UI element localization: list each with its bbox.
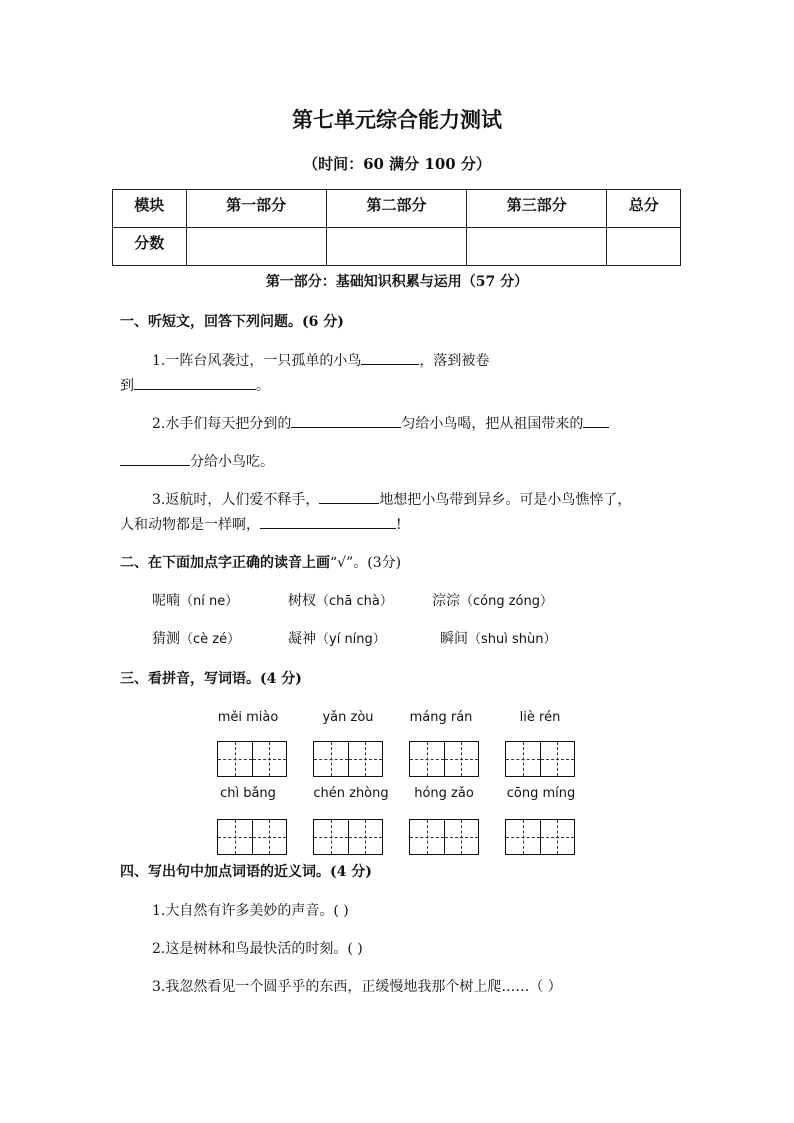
answer-blank[interactable] xyxy=(583,413,609,428)
q2-pinyin: （shuì shùn） xyxy=(468,632,557,647)
q1-item2-text: 分给小鸟吃。 xyxy=(190,454,274,470)
q1-item1-text: 。 xyxy=(256,378,270,394)
q1-item1-line2 xyxy=(120,375,270,395)
score-table xyxy=(112,189,681,266)
score-header-cell: 第三部分 xyxy=(467,190,607,228)
score-cell[interactable] xyxy=(607,228,681,266)
page-title: 第七单元综合能力测试 xyxy=(292,107,502,132)
pinyin-label: máng rán xyxy=(409,710,473,725)
writing-grid[interactable] xyxy=(313,819,383,855)
answer-blank[interactable] xyxy=(260,514,396,529)
q2-option[interactable] xyxy=(440,628,557,648)
q2-word: 瞬间 xyxy=(440,631,468,647)
q1-item3-line2 xyxy=(120,514,402,534)
writing-grid[interactable] xyxy=(505,819,575,855)
q2-option[interactable] xyxy=(152,590,238,610)
q1-item1-text: ，落到被卷 xyxy=(419,353,490,369)
pinyin-label: cōng míng xyxy=(506,786,576,801)
q2-option[interactable] xyxy=(152,628,240,648)
score-table-value-row xyxy=(113,228,681,266)
q2-pinyin: （yí níng） xyxy=(316,632,386,647)
q2-word: 树杈 xyxy=(288,593,316,609)
score-cell[interactable] xyxy=(467,228,607,266)
q1-item3-text: ! xyxy=(396,517,402,533)
part1-title: 第一部分：基础知识积累与运用（57 分） xyxy=(265,274,529,290)
q2-word: 淙淙 xyxy=(432,593,460,609)
test-info: （时间：60 满分 100 分） xyxy=(303,155,491,173)
q2-option[interactable] xyxy=(432,590,553,610)
q2-word: 猜测 xyxy=(152,631,180,647)
pinyin-label: chén zhòng xyxy=(313,786,389,801)
writing-grid[interactable] xyxy=(217,741,287,777)
q1-item2-text: 匀给小鸟喝，把从祖国带来的 xyxy=(401,416,584,432)
q4-item: 2.这是树林和鸟最快活的时刻。( ) xyxy=(152,941,363,957)
q2-heading-mark: “√”。(3分) xyxy=(330,555,402,571)
writing-grid[interactable] xyxy=(409,741,479,777)
q1-item3-text: 3.返航时，人们爱不释手， xyxy=(152,492,320,508)
q1-item3-text: 地想把小鸟带到异乡。可是小鸟憔悴了， xyxy=(379,492,632,508)
writing-grid[interactable] xyxy=(505,741,575,777)
pinyin-label: yǎn zòu xyxy=(322,710,374,725)
answer-blank[interactable] xyxy=(134,375,256,390)
q1-item3-text: 人和动物都是一样啊， xyxy=(120,517,260,533)
score-row-label: 分数 xyxy=(113,228,187,266)
score-cell[interactable] xyxy=(326,228,466,266)
score-header-cell: 第二部分 xyxy=(326,190,466,228)
score-table-header-row xyxy=(113,190,681,228)
q2-pinyin: （cè zé） xyxy=(180,632,241,647)
score-header-cell: 第一部分 xyxy=(186,190,326,228)
q1-item2-line1 xyxy=(152,413,609,433)
q2-option[interactable] xyxy=(288,590,393,610)
pinyin-label: měi miào xyxy=(217,710,279,725)
q2-pinyin: （ní ne） xyxy=(180,594,239,609)
score-cell[interactable] xyxy=(186,228,326,266)
writing-grid[interactable] xyxy=(313,741,383,777)
q2-heading-text: 在下面加点字正确的读音上画 xyxy=(148,555,330,571)
answer-blank[interactable] xyxy=(291,413,401,428)
q4-item: 3.我忽然看见一个圆乎乎的东西，正缓慢地我那个树上爬……（ ） xyxy=(152,979,562,995)
q2-heading xyxy=(120,552,401,572)
q2-word: 呢喃 xyxy=(152,593,180,609)
writing-grid[interactable] xyxy=(217,819,287,855)
q1-item1-text: 到 xyxy=(120,378,134,394)
q2-word: 凝神 xyxy=(288,631,316,647)
score-header-cell: 总分 xyxy=(607,190,681,228)
q1-item3-line1 xyxy=(152,489,631,509)
pinyin-label: chì bǎng xyxy=(220,786,276,801)
q1-heading: 一、听短文，回答下列问题。(6 分) xyxy=(120,314,344,330)
q2-option[interactable] xyxy=(288,628,386,648)
score-header-cell: 模块 xyxy=(113,190,187,228)
q3-heading: 三、看拼音，写词语。(4 分) xyxy=(120,671,302,687)
q2-heading-number: 二、 xyxy=(120,555,148,571)
answer-blank[interactable] xyxy=(361,350,419,365)
q4-item: 1.大自然有许多美妙的声音。( ) xyxy=(152,903,349,919)
writing-grid[interactable] xyxy=(409,819,479,855)
q1-item2-text: 2.水手们每天把分到的 xyxy=(152,416,292,432)
q2-pinyin: （cóng zóng） xyxy=(460,594,553,609)
q1-item1-line1 xyxy=(152,350,489,370)
q1-item1-text: 1.一阵台风袭过，一只孤单的小鸟 xyxy=(152,353,362,369)
answer-blank[interactable] xyxy=(120,451,190,466)
pinyin-label: hóng zǎo xyxy=(414,786,474,801)
q1-item2-line2 xyxy=(120,451,274,471)
answer-blank[interactable] xyxy=(319,489,379,504)
q4-heading: 四、写出句中加点词语的近义词。(4 分) xyxy=(120,864,372,880)
q2-pinyin: （chā chà） xyxy=(316,594,393,609)
pinyin-label: liè rén xyxy=(519,710,561,725)
